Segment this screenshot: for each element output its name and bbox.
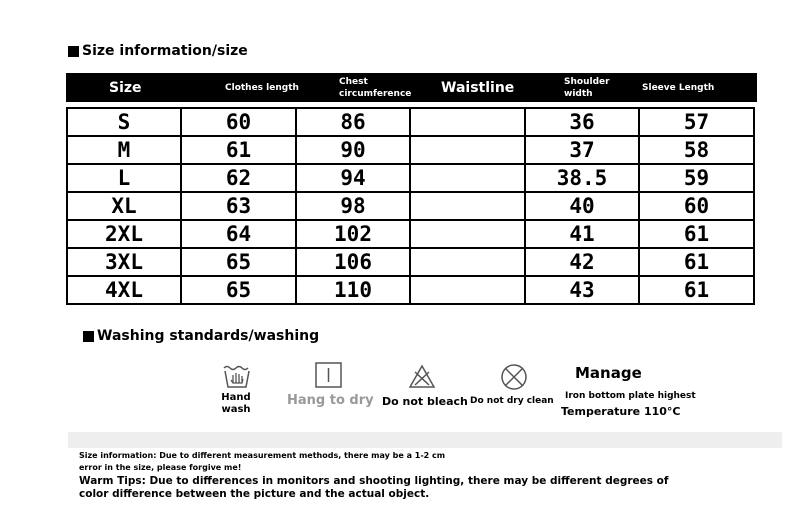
cell-chest: 90	[296, 136, 410, 164]
table-row	[67, 164, 754, 192]
manage-title: Manage	[575, 364, 642, 382]
cell-sleeve-length: 61	[639, 220, 754, 248]
header-waistline: Waistline	[441, 79, 515, 96]
notes-divider-bar	[68, 432, 782, 448]
size-section-title-text: Size information/size	[82, 43, 248, 59]
cell-shoulder-width: 36	[525, 108, 639, 136]
cell-size: 3XL	[67, 248, 181, 276]
cell-sleeve-length: 59	[639, 164, 754, 192]
square-bullet-icon	[68, 46, 79, 57]
size-info-note-line1: Size information: Due to different measurement methods, there may be a 1-2 cm	[79, 451, 446, 460]
cell-sleeve-length: 58	[639, 136, 754, 164]
cell-size: S	[67, 108, 181, 136]
cell-shoulder-width: 42	[525, 248, 639, 276]
cell-size: XL	[67, 192, 181, 220]
cell-sleeve-length: 61	[639, 248, 754, 276]
cell-waistline	[410, 192, 525, 220]
cell-chest: 102	[296, 220, 410, 248]
header-size: Size	[109, 79, 142, 96]
cell-shoulder-width: 40	[525, 192, 639, 220]
size-table-header	[66, 73, 757, 102]
size-table-body	[67, 108, 754, 304]
cell-clothes-length: 65	[181, 276, 296, 304]
cell-chest: 98	[296, 192, 410, 220]
table-row	[67, 220, 754, 248]
cell-shoulder-width: 43	[525, 276, 639, 304]
table-row	[67, 108, 754, 136]
cell-clothes-length: 62	[181, 164, 296, 192]
header-clothes-length: Clothes length	[225, 82, 299, 93]
manage-iron-instruction: Iron bottom plate highest	[565, 391, 696, 401]
cell-chest: 106	[296, 248, 410, 276]
table-row	[67, 248, 754, 276]
no-bleach-label: Do not bleach	[382, 395, 468, 408]
cell-shoulder-width: 37	[525, 136, 639, 164]
square-bullet-icon	[83, 331, 94, 342]
cell-waistline	[410, 136, 525, 164]
cell-size: M	[67, 136, 181, 164]
hang-dry-label: Hang to dry	[287, 393, 374, 408]
cell-waistline	[410, 248, 525, 276]
cell-size: 4XL	[67, 276, 181, 304]
warm-tips-line2: color difference between the picture and the actual object.	[79, 488, 430, 500]
hang-dry-icon	[315, 362, 342, 388]
no-dry-clean-icon	[500, 363, 528, 391]
manage-temperature: Temperature 110°C	[561, 405, 681, 418]
cell-waistline	[410, 276, 525, 304]
cell-chest: 94	[296, 164, 410, 192]
cell-waistline	[410, 220, 525, 248]
cell-clothes-length: 60	[181, 108, 296, 136]
size-table	[66, 107, 755, 305]
size-section-title	[68, 43, 248, 59]
no-bleach-icon	[408, 364, 436, 389]
table-row	[67, 192, 754, 220]
size-info-note-line2: error in the size, please forgive me!	[79, 463, 242, 472]
cell-waistline	[410, 108, 525, 136]
cell-clothes-length: 65	[181, 248, 296, 276]
header-chest-circumference: Chest circumference	[339, 76, 412, 99]
cell-waistline	[410, 164, 525, 192]
cell-sleeve-length: 61	[639, 276, 754, 304]
cell-clothes-length: 61	[181, 136, 296, 164]
hand-wash-icon	[222, 362, 252, 390]
cell-chest: 110	[296, 276, 410, 304]
cell-sleeve-length: 60	[639, 192, 754, 220]
cell-shoulder-width: 41	[525, 220, 639, 248]
cell-size: L	[67, 164, 181, 192]
washing-section-title-text: Washing standards/washing	[97, 328, 320, 344]
header-sleeve-length: Sleeve Length	[642, 82, 715, 93]
table-row	[67, 276, 754, 304]
hand-wash-label: Hand wash	[221, 392, 251, 415]
cell-size: 2XL	[67, 220, 181, 248]
cell-clothes-length: 64	[181, 220, 296, 248]
washing-section-title	[83, 328, 319, 344]
cell-sleeve-length: 57	[639, 108, 754, 136]
cell-clothes-length: 63	[181, 192, 296, 220]
header-shoulder-width: Shoulder width	[564, 76, 610, 99]
warm-tips-line1: Warm Tips: Due to differences in monitors and shooting lighting, there may be different degrees of	[79, 475, 669, 487]
cell-chest: 86	[296, 108, 410, 136]
table-row	[67, 136, 754, 164]
no-dry-clean-label: Do not dry clean	[470, 396, 554, 406]
cell-shoulder-width: 38.5	[525, 164, 639, 192]
